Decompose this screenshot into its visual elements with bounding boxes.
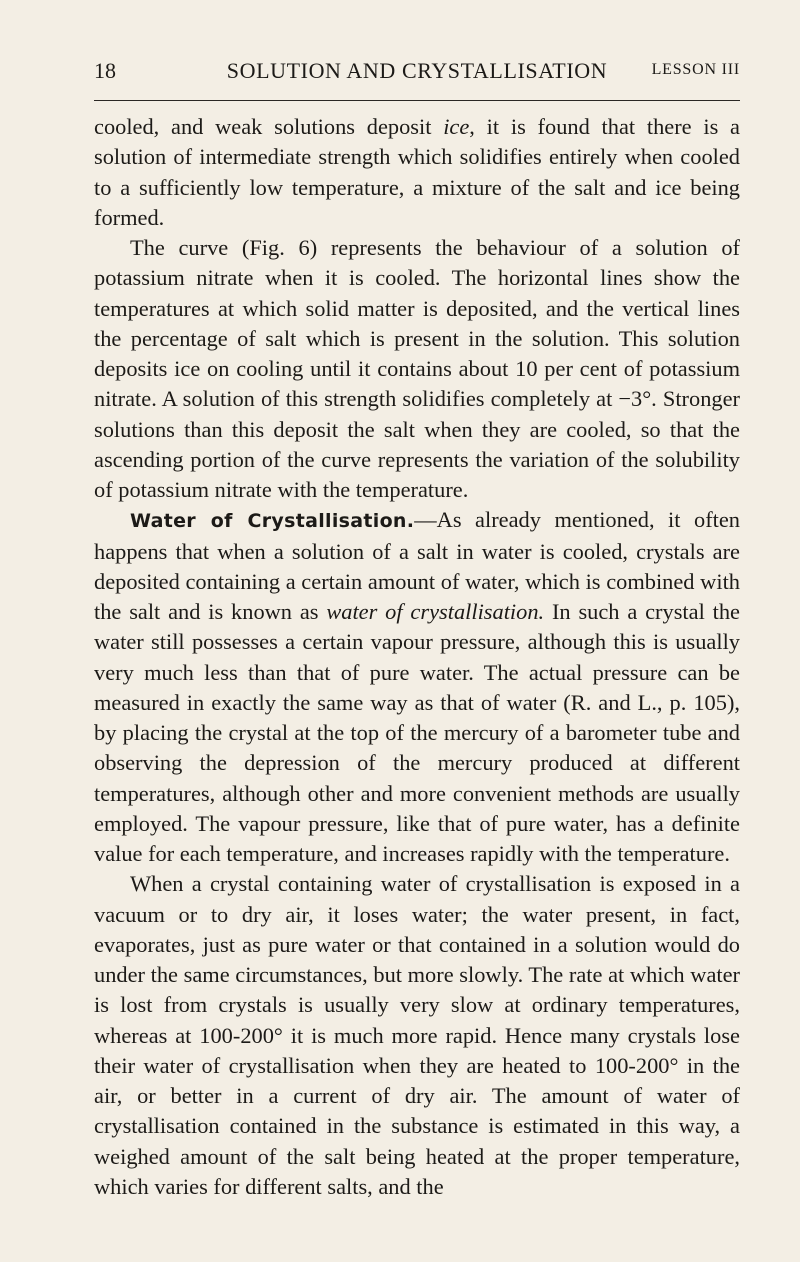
header-rule xyxy=(94,100,740,101)
page-header xyxy=(94,58,740,88)
body-text xyxy=(94,112,740,1202)
paragraph-vacuum: When a crystal containing water of crystallisation is exposed in a vacuum or to dry air, it loses water; the water present, in fact, evaporates, just as pure water or that contained in a solution would do under the same circumstances, but more slowly. The rate at which water is lost from crystals is usually very slow at ordinary temperatures, whereas at 100-200° it is much more rapid. Hence many crystals lose their water of crystallisation when they are heated to 100-200° in the air, or better in a current of dry air. The amount of water of crystallisation contained in the substance is estimated in this way, a weighed amount of the salt being heated at the proper temperature, which varies for different salts, and the xyxy=(94,871,740,1199)
lesson-label: LESSON III xyxy=(651,61,740,78)
paragraph-continued: cooled, and weak solutions deposit ice, it is found that there is a solution of intermediate strength which solidifies entirely when cooled to a sufficiently low temperature, a mixture of the salt and ice being formed. xyxy=(94,114,740,230)
paragraph-curve: The curve (Fig. 6) represents the behaviour of a solution of potassium nitrate when it is cooled. The horizontal lines show the temperatures at which solid matter is deposited, and the vertical lines the percentage of salt which is present in the solution. This solution deposits ice on cooling until it contains about 10 per cent of potassium nitrate. A solution of this strength solidifies completely at −3°. Stronger solutions than this deposit the salt when they are cooled, so that the ascending portion of the curve represents the variation of the solubility of potassium nitrate with the temperature. xyxy=(94,235,740,502)
section-heading: Water of Crystallisation. xyxy=(130,510,415,533)
page-number: 18 xyxy=(94,58,116,83)
running-title: SOLUTION AND CRYSTALLISATION xyxy=(226,58,608,83)
paragraph-water-of-crystallisation: Water of Crystallisation.—As already mentioned, it often happens that when a solution of a salt in water is cooled, crystals are deposited containing a certain amount of water, which is combined with the salt and is known as water of crystallisation. In such a crystal the water still possesses a certain vapour pressure, although this is usually very much less than that of pure water. The actual pressure can be measured in exactly the same way as that of water (R. and L., p. 105), by placing the crystal at the top of the mercury of a barometer tube and observing the depression of the mercury produced at different temperatures, although other and more convenient methods are usually employed. The vapour pressure, like that of pure water, has a definite value for each temperature, and increases rapidly with the temperature. xyxy=(94,507,741,866)
emphasis-term: water of crystallisation. xyxy=(326,599,545,624)
emphasis-ice: ice xyxy=(443,114,470,139)
